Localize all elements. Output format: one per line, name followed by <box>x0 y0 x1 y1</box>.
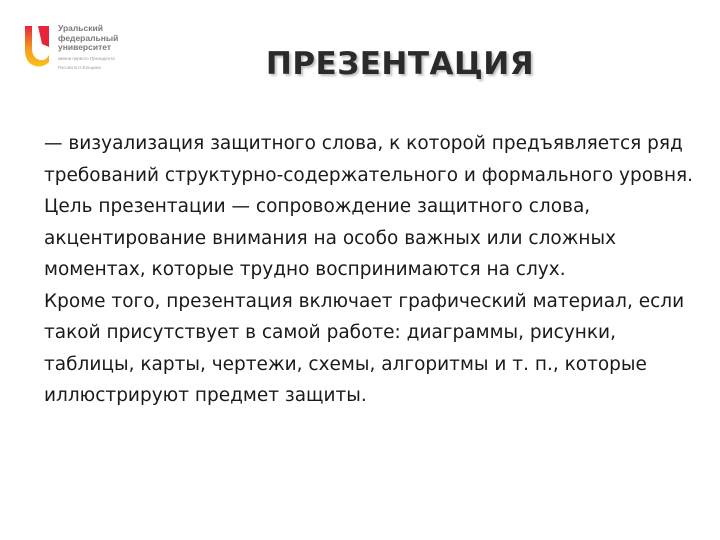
slide-body <box>44 128 704 412</box>
logo-line-1: Уральский <box>58 23 103 33</box>
paragraph-goal: Цель презентации — сопровождение защитного слова, акцентирование внимания на особо важных или сложных моментах, которые трудно воспринимаются на слух. <box>44 196 617 280</box>
logo-line-3: университет <box>58 42 112 52</box>
paragraph-definition: — визуализация защитного слова, к которой предъявляется ряд требований структурно-содержательного и формального уровня. <box>44 133 694 186</box>
slide-title: ПРЕЗЕНТАЦИЯ <box>265 46 535 82</box>
logo-sub-2: России Б.Н.Ельцина <box>58 64 101 70</box>
logo-line-2: федеральный <box>58 32 119 43</box>
logo-sub-1: имени первого Президента <box>58 55 115 61</box>
paragraph-graphics: Кроме того, презентация включает графический материал, если такой присутствует в самой работе: диаграммы, рисунки, таблицы, карты, чертежи, схемы, алгоритмы и т. п., которые иллюстрируют предмет защиты. <box>44 290 685 406</box>
